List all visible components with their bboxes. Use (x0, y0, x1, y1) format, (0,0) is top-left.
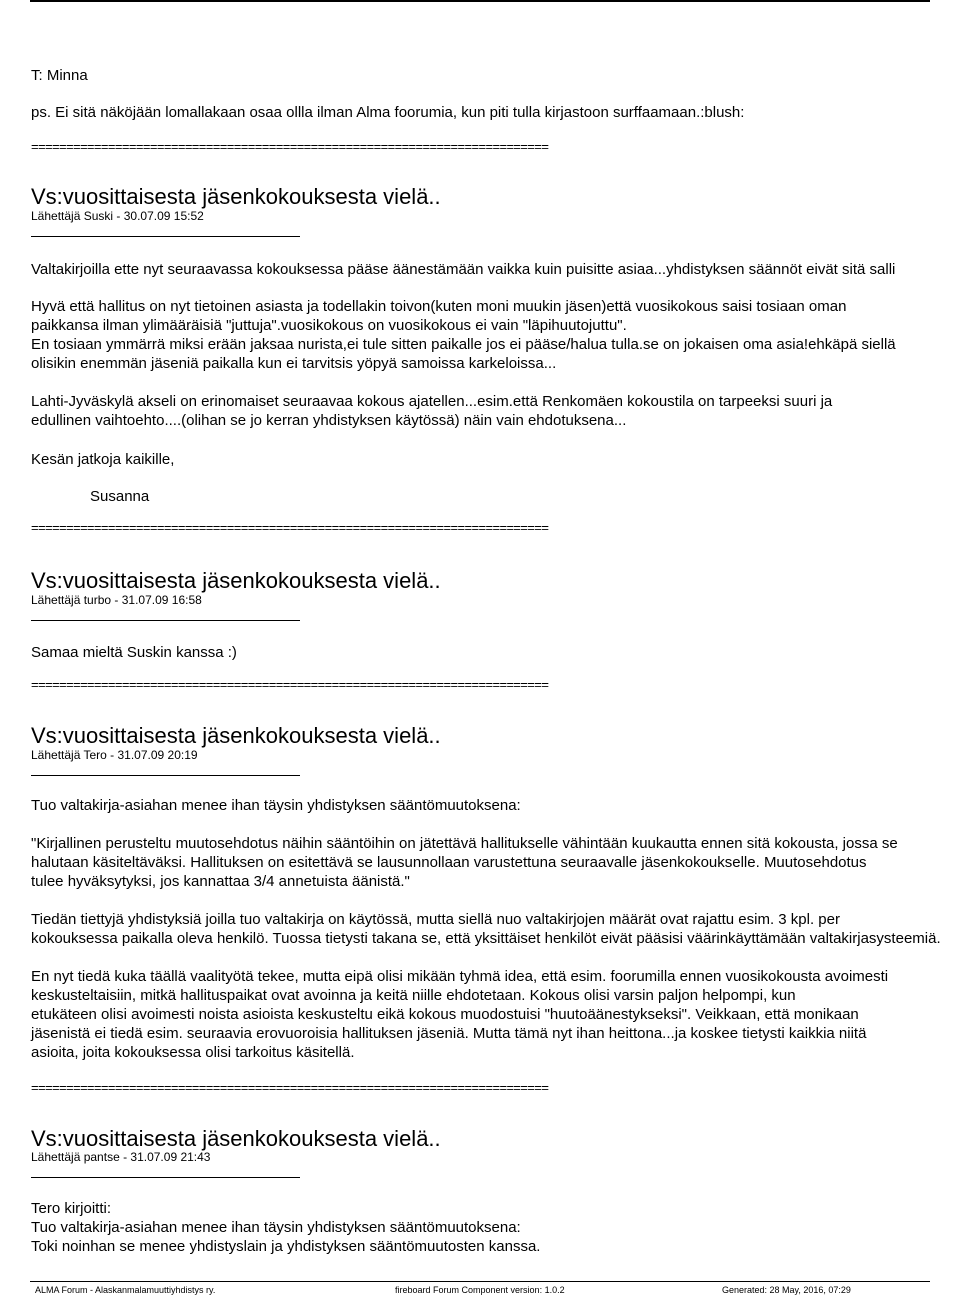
post-divider (31, 775, 300, 776)
post-body-line: En tosiaan ymmärrä miksi erään jaksaa nurista,ei tule sitten paikalle jos ei pääse/halua tulla.se on jokaisen oma asia!ehkäpä siellä (31, 336, 896, 353)
post-body-line: Toki noinhan se menee yhdistyslain ja yhdistyksen sääntömuutosten kanssa. (31, 1238, 541, 1255)
footer-component-version: fireboard Forum Component version: 1.0.2 (395, 1285, 565, 1295)
intro-line: T: Minna (31, 67, 88, 84)
post-title: Vs:vuosittaisesta jäsenkokouksesta vielä.. (31, 568, 441, 593)
post-body-line: paikkansa ilman ylimääräisiä "juttuja".vuosikokous on vuosikokous ei vain "läpihuutojuttu". (31, 317, 627, 334)
post-body-line: tulee hyväksytyksi, jos kannattaa 3/4 annetuista äänistä." (31, 873, 410, 890)
post-signature: Susanna (90, 488, 150, 505)
post-body-line: Hyvä että hallitus on nyt tietoinen asiasta ja todellakin toivon(kuten moni muukin jäsen)että vuosikokous saisi tosiaan oman (31, 298, 847, 315)
separator: ========================================================================== (31, 1080, 549, 1095)
separator: ========================================================================== (31, 520, 549, 535)
post-body-line: jäsenistä ei tiedä esim. seuraavia erovuoroisia hallituksen jäseniä. Mutta tämä nyt ihan heittona...ja koskee tietysti kaikkia niitä (31, 1025, 867, 1042)
post-divider (31, 620, 300, 621)
post-body-line: Samaa mieltä Suskin kanssa :) (31, 644, 237, 661)
post-body-line: halutaan käsiteltäväksi. Hallituksen on esitettävä se lausunnollaan varustettuna seuraavalle jäsenkokoukselle. Muutosehdotus (31, 854, 867, 871)
post-body-line: keskusteltaisiin, mitkä hallituspaikat ovat avoinna ja keitä niille ehdotetaan. Kokous olisi varsin paljon helpompi, kun (31, 987, 796, 1004)
post-divider (31, 236, 300, 237)
post-body-line: edullinen vaihtoehto....(olihan se jo kerran yhdistyksen käytössä) näin vain ehdotuksena... (31, 412, 627, 429)
intro-ps-line: ps. Ei sitä näköjään lomallakaan osaa ollla ilman Alma foorumia, kun piti tulla kirjastoon surffaamaan.:blush: (31, 104, 745, 121)
separator: ========================================================================== (31, 677, 549, 692)
footer-site-name: ALMA Forum - Alaskanmalamuuttiyhdistys ry. (35, 1285, 216, 1295)
post-body-line: Tiedän tiettyjä yhdistyksiä joilla tuo valtakirja on käytössä, mutta siellä nuo valtakirjojen määrät ovat rajattu esim. 3 kpl. per (31, 911, 840, 928)
separator: ========================================================================== (31, 139, 549, 154)
post-title: Vs:vuosittaisesta jäsenkokouksesta vielä.. (31, 723, 441, 748)
post-body-line: "Kirjallinen perusteltu muutosehdotus näihin sääntöihin on jätettävä hallitukselle vähintään kuukautta ennen sitä kokousta, jossa se (31, 835, 898, 852)
post-meta: Lähettäjä pantse - 31.07.09 21:43 (31, 1150, 211, 1164)
post-meta: Lähettäjä Tero - 31.07.09 20:19 (31, 748, 198, 762)
post-body-line: Valtakirjoilla ette nyt seuraavassa kokouksessa pääse äänestämään vaikka kuin puisitte asiaa...yhdistyksen säännöt eivät sitä salli (31, 261, 896, 278)
footer-rule (30, 1281, 930, 1282)
post-body-line: kokouksessa paikalla oleva henkilö. Tuossa tietysti takana se, että yksittäiset henkilöt eivät pääsisi väärinkäyttämään valtakirjasysteemiä. (31, 930, 941, 947)
post-divider (31, 1177, 300, 1178)
post-body-line: etukäteen olisi avoimesti noista asioista keskusteltu eikä kokous muodostuisi "huutoäänestykseksi". Veikkaan, että monikaan (31, 1006, 859, 1023)
post-title: Vs:vuosittaisesta jäsenkokouksesta vielä.. (31, 184, 441, 209)
post-body-line: Tuo valtakirja-asiahan menee ihan täysin yhdistyksen sääntömuutoksena: (31, 797, 521, 814)
post-body-line: Kesän jatkoja kaikille, (31, 451, 175, 468)
post-body-line: olisikin enemmän jäseniä paikalla kun ei tarvitsis yöpyä samoissa karkeloissa... (31, 355, 557, 372)
post-title: Vs:vuosittaisesta jäsenkokouksesta vielä.. (31, 1126, 441, 1151)
quote-author: Tero kirjoitti: (31, 1200, 112, 1217)
quote-text: Tuo valtakirja-asiahan menee ihan täysin yhdistyksen sääntömuutoksena: (31, 1219, 521, 1236)
post-body-line: asioita, joita kokouksessa olisi tarkoitus käsitellä. (31, 1044, 355, 1061)
post-body-line: En nyt tiedä kuka täällä vaalityötä tekee, mutta eipä olisi mikään tyhmä idea, että esim. foorumilla ennen vuosikokousta avoimesti (31, 968, 889, 985)
post-body-line: Lahti-Jyväskylä akseli on erinomaiset seuraavaa kokous ajatellen...esim.että Renkomäen kokoustila on tarpeeksi suuri ja (31, 393, 833, 410)
post-meta: Lähettäjä Suski - 30.07.09 15:52 (31, 209, 204, 223)
top-rule (30, 0, 930, 2)
footer-generated-date: Generated: 28 May, 2016, 07:29 (722, 1285, 851, 1295)
post-meta: Lähettäjä turbo - 31.07.09 16:58 (31, 593, 202, 607)
